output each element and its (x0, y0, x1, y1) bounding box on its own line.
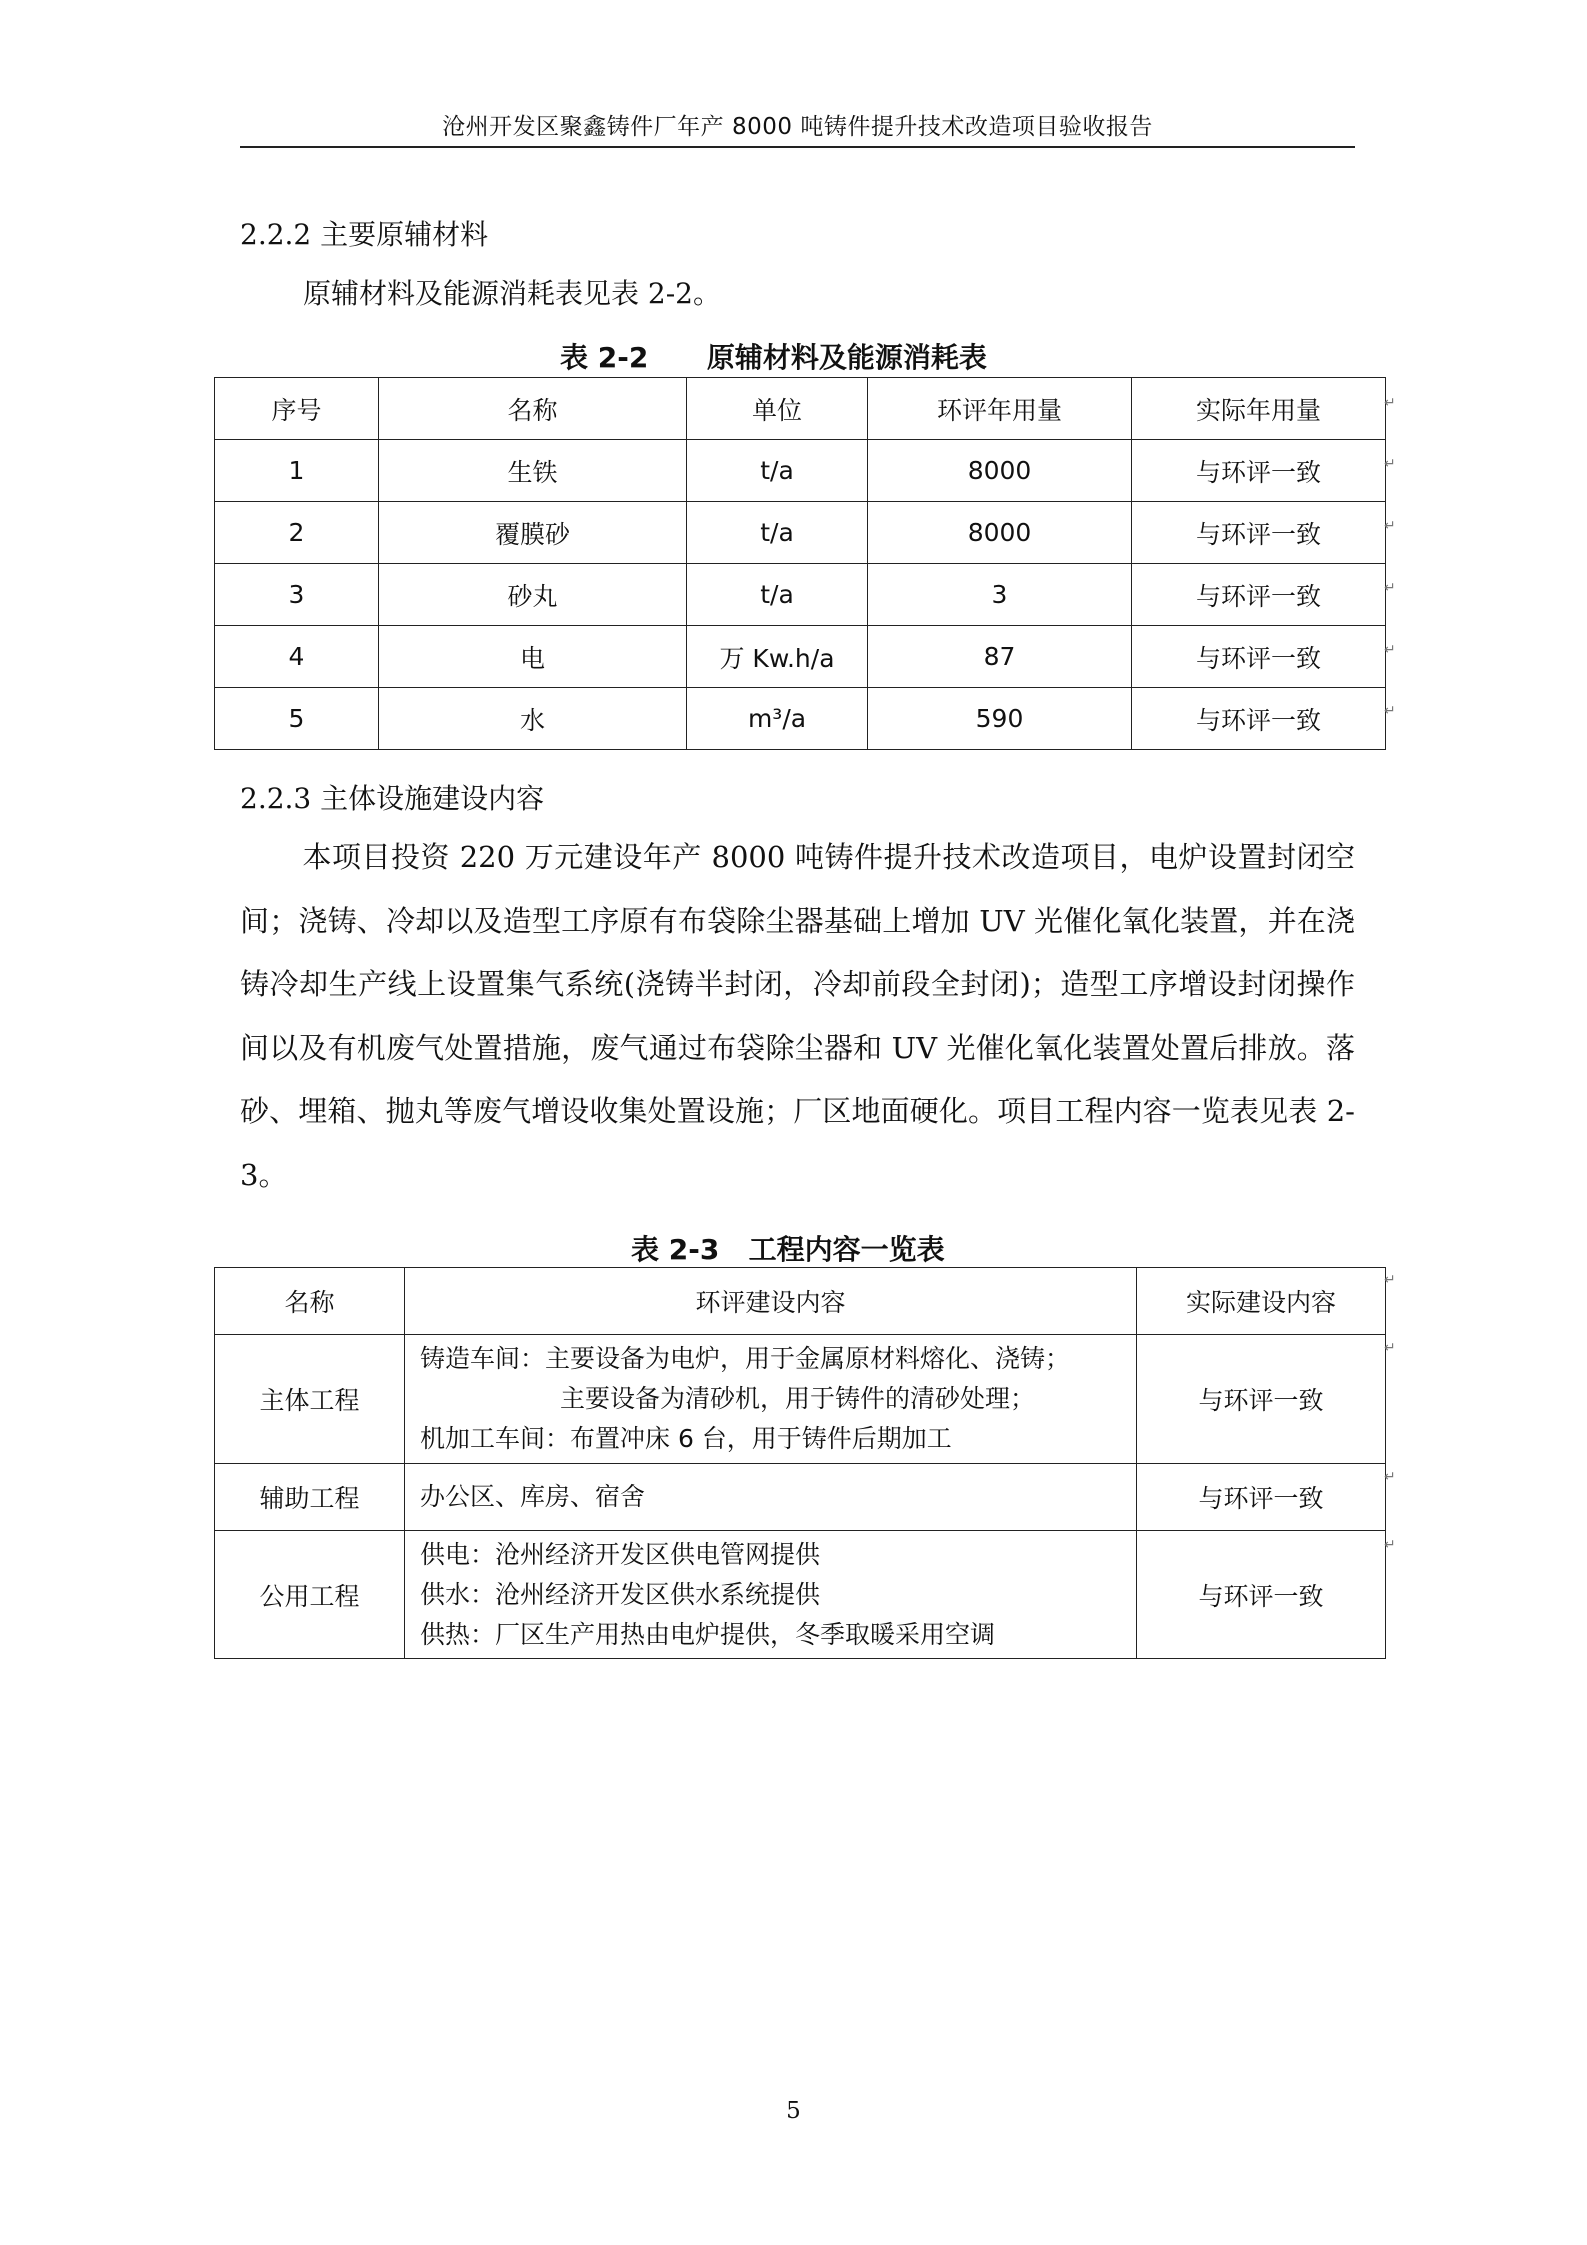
table-cell: 3 (215, 564, 379, 626)
table-header-row (215, 378, 1386, 440)
table-2-3-caption-title: 工程内容一览表 (748, 1233, 945, 1266)
page-number: 5 (786, 2098, 801, 2124)
table-cell: 辅助工程 (215, 1464, 405, 1531)
table-cell: 与环评一致 (1137, 1531, 1386, 1659)
table-row (215, 626, 1386, 688)
table-2-2-caption-number: 表 2-2 (560, 341, 649, 374)
row-end-mark: ↵ (1384, 1340, 1396, 1356)
table-row (215, 688, 1386, 750)
table-row (215, 1464, 1386, 1531)
table-cell: t/a (687, 502, 868, 564)
table-2-3-caption (631, 1228, 945, 1268)
table-2-3-caption-number: 表 2-3 (631, 1233, 720, 1266)
table-row (215, 502, 1386, 564)
header-rule (240, 146, 1355, 148)
works-table (214, 1267, 1386, 1659)
table-cell: 8000 (868, 440, 1132, 502)
row-end-mark: ↵ (1384, 1537, 1396, 1553)
row-end-mark: ↵ (1384, 1272, 1396, 1288)
table-cell: 5 (215, 688, 379, 750)
table-cell (405, 1335, 1137, 1464)
table-cell (405, 1531, 1137, 1659)
table-cell: 与环评一致 (1132, 688, 1386, 750)
table-cell: 与环评一致 (1132, 440, 1386, 502)
row-end-mark: ↵ (1384, 642, 1396, 658)
table-cell: 与环评一致 (1132, 626, 1386, 688)
table-row (215, 1335, 1386, 1464)
table-header-cell: 环评年用量 (868, 378, 1132, 440)
table-cell: 公用工程 (215, 1531, 405, 1659)
table-cell: t/a (687, 440, 868, 502)
table-cell: 8000 (868, 502, 1132, 564)
section-2-2-2-intro: 原辅材料及能源消耗表见表 2-2。 (303, 277, 721, 310)
table-cell: 2 (215, 502, 379, 564)
table-header-row (215, 1268, 1386, 1335)
row-end-mark: ↵ (1384, 580, 1396, 596)
table-row (215, 1531, 1386, 1659)
table-cell: 4 (215, 626, 379, 688)
table-2-2-caption (560, 336, 987, 376)
cell-line: 办公区、库房、宿舍 (420, 1482, 646, 1511)
table-row (215, 440, 1386, 502)
table-header-cell: 环评建设内容 (405, 1268, 1137, 1335)
table-header-cell: 名称 (215, 1268, 405, 1335)
materials-table (214, 377, 1386, 750)
cell-line: 主要设备为清砂机，用于铸件的清砂处理； (560, 1384, 1036, 1413)
table-cell: 主体工程 (215, 1335, 405, 1464)
running-header: 沧州开发区聚鑫铸件厂年产 8000 吨铸件提升技术改造项目验收报告 (442, 114, 1153, 140)
table-cell (405, 1464, 1137, 1531)
row-end-mark: ↵ (1384, 456, 1396, 472)
table-header-cell: 实际建设内容 (1137, 1268, 1386, 1335)
table-cell: 覆膜砂 (379, 502, 687, 564)
table-cell: 1 (215, 440, 379, 502)
table-header-cell: 名称 (379, 378, 687, 440)
table-cell: m³/a (687, 688, 868, 750)
table-cell: 与环评一致 (1137, 1335, 1386, 1464)
table-cell: 与环评一致 (1137, 1464, 1386, 1531)
cell-line: 供热：厂区生产用热由电炉提供，冬季取暖采用空调 (420, 1619, 996, 1649)
section-heading-2-2-3: 2.2.3 主体设施建设内容 (240, 782, 545, 815)
table-cell: 生铁 (379, 440, 687, 502)
row-end-mark: ↵ (1384, 518, 1396, 534)
table-cell: 87 (868, 626, 1132, 688)
section-2-2-3-paragraph (240, 826, 1355, 1207)
table-cell: 万 Kw.h/a (687, 626, 868, 688)
table-header-cell: 序号 (215, 378, 379, 440)
table-cell: 3 (868, 564, 1132, 626)
table-2-2-caption-title: 原辅材料及能源消耗表 (706, 341, 987, 374)
cell-line: 铸造车间：主要设备为电炉，用于金属原材料熔化、浇铸； (420, 1344, 1071, 1373)
table-cell: 砂丸 (379, 564, 687, 626)
row-end-mark: ↵ (1384, 1469, 1396, 1485)
table-cell: 水 (379, 688, 687, 750)
cell-line: 机加工车间：布置冲床 6 台，用于铸件后期加工 (420, 1424, 952, 1453)
cell-line: 供电：沧州经济开发区供电管网提供 (420, 1539, 821, 1569)
table-row (215, 564, 1386, 626)
table-cell: t/a (687, 564, 868, 626)
table-cell: 590 (868, 688, 1132, 750)
row-end-mark: ↵ (1384, 703, 1396, 719)
row-end-mark: ↵ (1384, 395, 1396, 411)
paragraph-text: 本项目投资 220 万元建设年产 8000 吨铸件提升技术改造项目，电炉设置封闭空间；浇铸、冷却以及造型工序原有布袋除尘器基础上增加 UV 光催化氧化装置，并在浇铸冷却生产线上设置集气系统(浇铸半封闭，冷却前段全封闭)；造型工序增设封闭操作间以及有机废气处置措施，废气通过布袋除尘器和 UV 光催化氧化装置处置后排放。落砂、埋箱、抛丸等废气增设收集处置设施；厂区地面硬化。项目工程内容一览表见表 2-3。 (240, 840, 1355, 1192)
section-heading-2-2-2: 2.2.2 主要原辅材料 (240, 218, 489, 251)
table-cell: 与环评一致 (1132, 564, 1386, 626)
cell-line: 供水：沧州经济开发区供水系统提供 (420, 1579, 821, 1609)
table-header-cell: 实际年用量 (1132, 378, 1386, 440)
table-header-cell: 单位 (687, 378, 868, 440)
table-cell: 电 (379, 626, 687, 688)
table-cell: 与环评一致 (1132, 502, 1386, 564)
